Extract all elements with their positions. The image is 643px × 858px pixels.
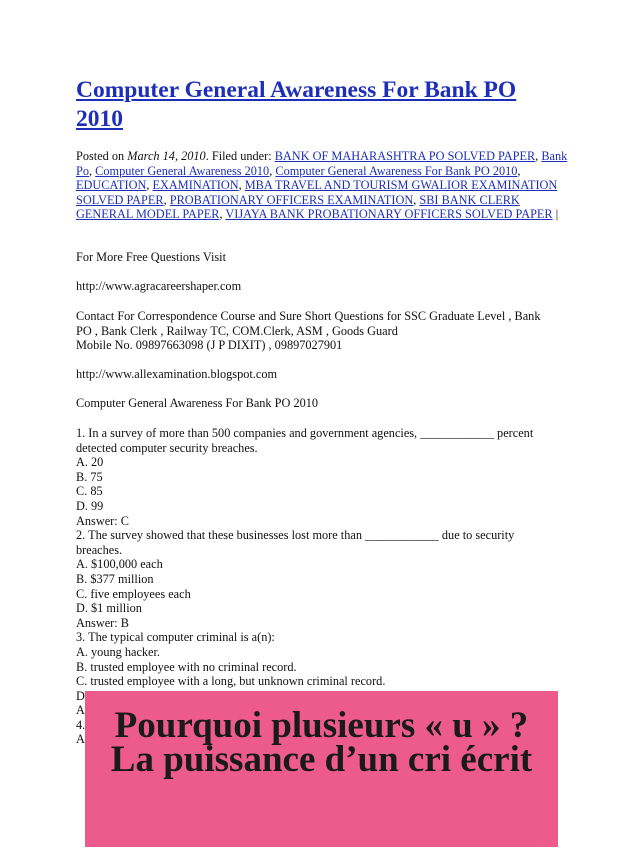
question-line: C. five employees each <box>76 586 191 601</box>
category-link[interactable]: Computer General Awareness For Bank PO 2010 <box>275 163 518 178</box>
posted-prefix: Posted on <box>76 149 128 163</box>
category-link[interactable]: PROBATIONARY OFFICERS EXAMINATION <box>169 192 414 207</box>
question-line: 3. The typical computer criminal is a(n): <box>76 630 275 645</box>
category-link[interactable]: Bank Po <box>76 149 568 178</box>
category-link[interactable]: EXAMINATION <box>152 178 239 193</box>
category-link[interactable]: VIJAYA BANK PROBATIONARY OFFICERS SOLVED PAPER <box>225 207 553 222</box>
question-line: D. $1 million <box>76 601 142 616</box>
separator: , <box>219 207 226 222</box>
question-line: A. young hacker. <box>76 644 161 659</box>
separator: , <box>413 192 420 207</box>
banner-headline: Pourquoi plusieurs « u » ? La puissance d’un cri écrit <box>110 705 533 780</box>
contact-line: PO , Bank Clerk , Railway TC, COM.Clerk, ASM , Goods Guard <box>76 323 398 338</box>
category-link[interactable]: BANK OF MAHARASHTRA PO SOLVED PAPER <box>274 149 536 163</box>
site-url-2: http://www.allexamination.blogspot.com <box>76 367 278 381</box>
question-line: B. trusted employee with no criminal record. <box>76 659 297 674</box>
separator: , <box>238 178 245 193</box>
question-line: 4. <box>76 717 86 732</box>
separator: , <box>535 149 542 163</box>
question-line: A. 20 <box>76 455 104 470</box>
question-line: C. 85 <box>76 484 103 499</box>
separator: , <box>517 163 521 178</box>
question-line: D. 99 <box>76 498 104 513</box>
end-separator: | <box>552 207 559 222</box>
filed-under-label: . Filed under: <box>205 149 275 163</box>
separator: , <box>146 178 153 193</box>
separator: , <box>89 163 96 178</box>
separator: , <box>269 163 276 178</box>
question-line: B. $377 million <box>76 571 154 586</box>
question-line: 1. In a survey of more than 500 companies and government agencies, ____________ percent <box>76 426 534 440</box>
category-link[interactable]: MBA TRAVEL AND TOURISM GWALIOR EXAMINATION SOLVED PAPER <box>76 178 558 207</box>
question-line: B. 75 <box>76 469 103 484</box>
category-link[interactable]: EDUCATION <box>76 178 147 193</box>
promo-banner[interactable] <box>85 691 558 847</box>
question-line: detected computer security breaches. <box>76 440 258 455</box>
question-line: C. trusted employee with a long, but unknown criminal record. <box>76 674 386 689</box>
posted-date: March 14, 2010 <box>127 149 206 163</box>
question-line: A <box>76 703 85 718</box>
contact-line: Mobile No. 09897663098 (J P DIXIT) , 09897027901 <box>76 338 343 353</box>
question-line: 2. The survey showed that these businesses lost more than ____________ due to security <box>76 528 515 543</box>
contact-block <box>76 309 571 353</box>
question-line: Answer: C <box>76 513 129 528</box>
more-questions-text: For More Free Questions Visit <box>76 250 227 264</box>
question-line: D <box>76 688 85 703</box>
contact-line: Contact For Correspondence Course and Sure Short Questions for SSC Graduate Level , Bank <box>76 309 541 323</box>
category-link[interactable]: Computer General Awareness 2010 <box>95 163 270 178</box>
separator: , <box>163 192 170 207</box>
question-line: Answer: B <box>76 615 129 630</box>
section-heading: Computer General Awareness For Bank PO 2010 <box>76 396 319 410</box>
site-url-1: http://www.agracareershaper.com <box>76 279 242 293</box>
article-title[interactable]: Computer General Awareness For Bank PO 2010 <box>76 77 517 132</box>
category-link[interactable]: SBI BANK CLERK GENERAL MODEL PAPER <box>76 192 520 222</box>
question-line: A <box>76 732 85 747</box>
post-meta <box>76 149 571 222</box>
question-line: breaches. <box>76 542 123 557</box>
question-line: A. $100,000 each <box>76 557 163 572</box>
